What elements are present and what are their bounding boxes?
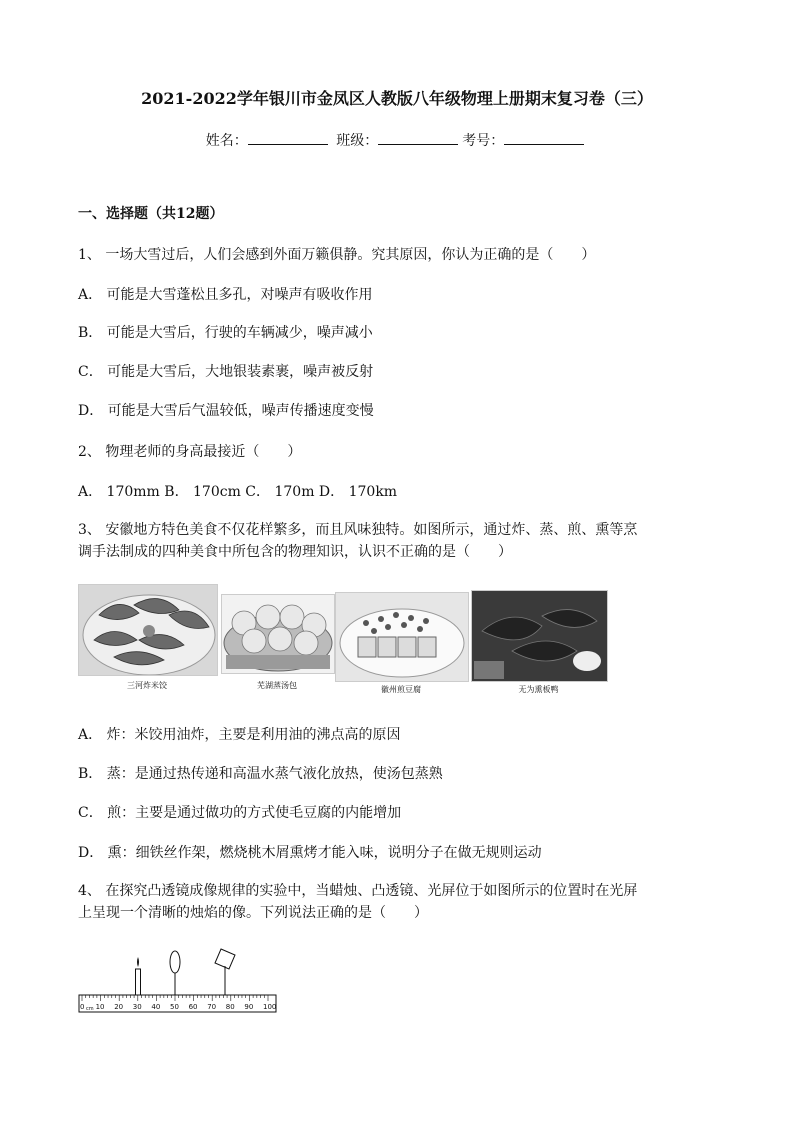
- page-title: 2021-2022学年银川市金凤区人教版八年级物理上册期末复习卷（三）: [141, 89, 653, 108]
- student-info-line: [0, 130, 794, 150]
- q2-options: A． 170mm B． 170cm C． 170m D． 170km: [78, 484, 398, 500]
- ruler-label: 70: [207, 1003, 217, 1011]
- q1-option-a: A． 可能是大雪蓬松且多孔，对噪声有吸收作用: [78, 287, 373, 303]
- q2-stem: 2、 物理老师的身高最接近（ ）: [78, 444, 302, 460]
- caption-1: 三河炸米饺: [127, 681, 167, 690]
- photo-fried-tofu: [335, 592, 469, 682]
- exam-label: 考号：: [462, 133, 505, 149]
- photo-smoked-duck: [471, 590, 608, 682]
- q3-option-c: C． 煎：主要是通过做功的方式使毛豆腐的内能增加: [78, 805, 402, 821]
- ruler-label: 90: [244, 1003, 254, 1011]
- ruler-label: 80: [225, 1003, 235, 1011]
- q1-option-b: B． 可能是大雪后，行驶的车辆减少，噪声减小: [78, 325, 373, 341]
- q4-stem-line1: 4、 在探究凸透镜成像规律的实验中，当蜡烛、凸透镜、光屏位于如图所示的位置时在光屏: [78, 883, 638, 899]
- light-screen-icon: [215, 949, 235, 995]
- q3-option-d: D． 熏：细铁丝作架，燃烧桃木屑熏烤才能入味，说明分子在做无规则运动: [78, 845, 542, 861]
- q3-stem-line1: 3、 安徽地方特色美食不仅花样繁多，而且风味独特。如图所示，通过炸、蒸、煎、熏等烹: [78, 522, 638, 538]
- q1-stem: 1、 一场大雪过后，人们会感到外面万籁俱静。究其原因，你认为正确的是（ ）: [78, 247, 596, 263]
- ruler-label: cm: [86, 1006, 94, 1012]
- name-blank: [248, 132, 328, 145]
- q3-option-b: B． 蒸：是通过热传递和高温水蒸气液化放热，使汤包蒸熟: [78, 766, 443, 782]
- ruler-label: 30: [132, 1003, 142, 1011]
- q1-option-c: C． 可能是大雪后，大地银装素裹，噪声被反射: [78, 364, 374, 380]
- optical-bench-diagram: [78, 945, 278, 1015]
- q4-stem: [78, 880, 728, 924]
- ruler-label: 50: [170, 1003, 179, 1011]
- ruler-label: 100: [263, 1003, 277, 1011]
- ruler-label: 0: [80, 1003, 85, 1011]
- q3-option-a: A． 炸：米饺用油炸，主要是利用油的沸点高的原因: [78, 727, 401, 743]
- caption-4: 无为熏板鸭: [518, 685, 559, 694]
- candle-icon: [136, 957, 141, 995]
- caption-3: 徽州煎豆腐: [381, 685, 421, 694]
- name-label: 姓名：: [205, 133, 248, 149]
- q3-stem-line2: 调手法制成的四种美食中所包含的物理知识，认识不正确的是（ ）: [78, 544, 512, 560]
- exam-blank: [504, 132, 584, 145]
- q1-option-d: D． 可能是大雪后气温较低，噪声传播速度变慢: [78, 403, 374, 419]
- ruler-label: 40: [151, 1003, 161, 1011]
- caption-2: 芜湖蒸汤包: [257, 681, 297, 690]
- q4-stem-line2: 上呈现一个清晰的烛焰的像。下列说法正确的是（ ）: [78, 905, 428, 921]
- class-label: 班级：: [336, 133, 379, 149]
- convex-lens-icon: [170, 951, 180, 995]
- q3-stem: [78, 519, 728, 563]
- photo-soup-buns: [221, 594, 335, 674]
- ruler-label: 20: [114, 1003, 124, 1011]
- class-blank: [378, 132, 458, 145]
- ruler-label: 60: [188, 1003, 198, 1011]
- ruler-label: 10: [95, 1003, 105, 1011]
- section-heading: 一、选择题（共12题）: [78, 206, 224, 222]
- photo-fried-dumplings: [78, 584, 218, 676]
